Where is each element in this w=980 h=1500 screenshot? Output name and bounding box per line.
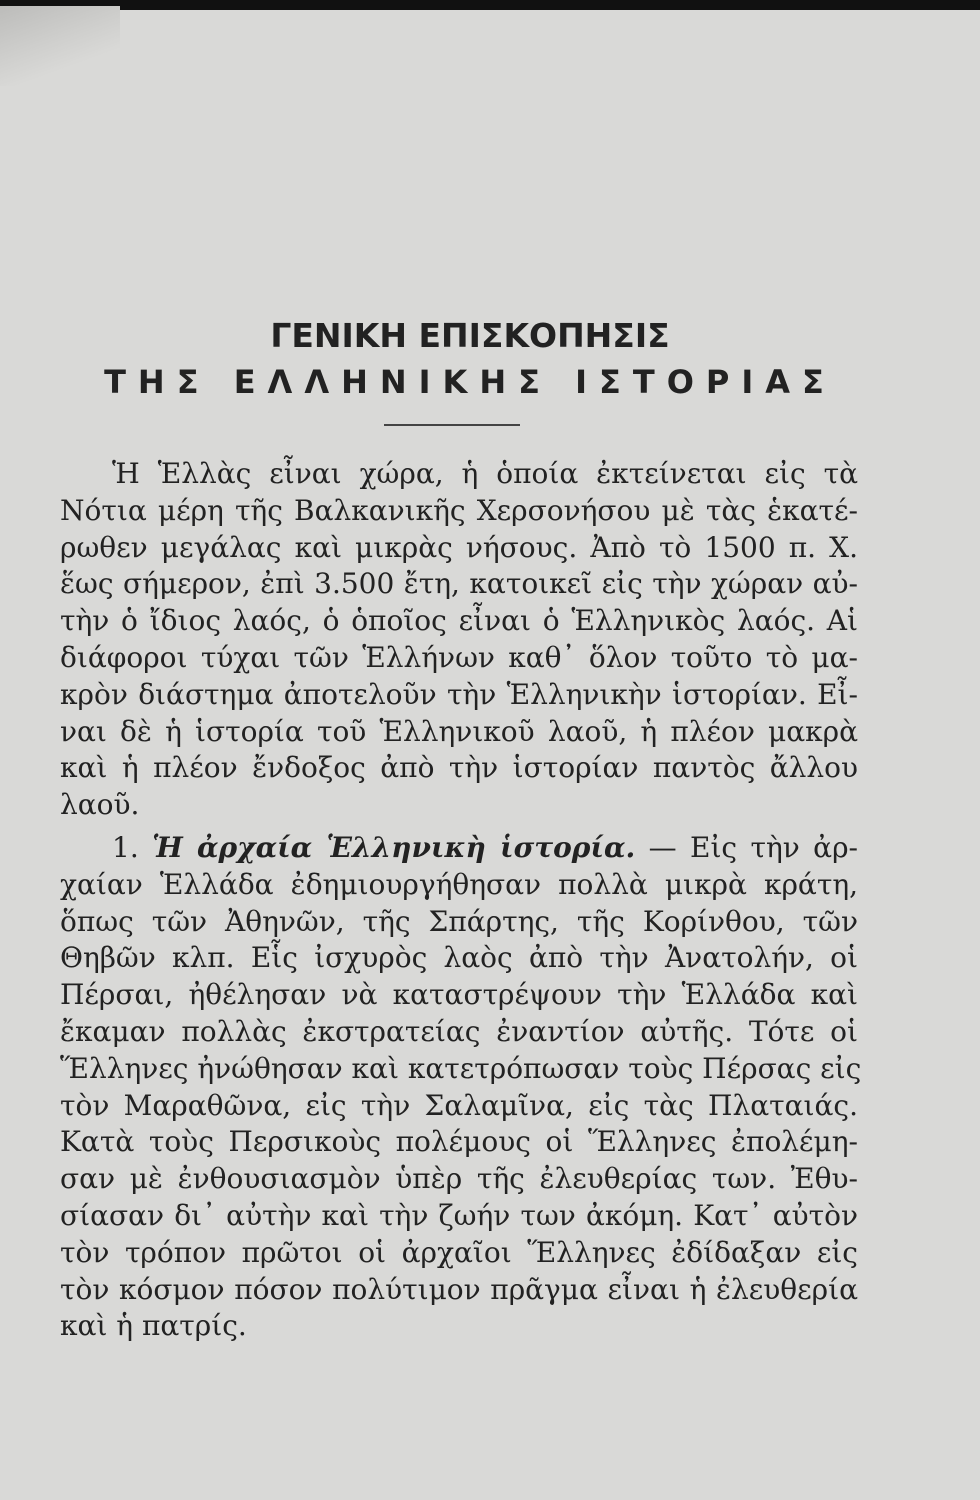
text-line: τὸν κόσμον πόσον πολύτιμον πρᾶγμα εἶναι ἡ ἐλευθερία bbox=[60, 1272, 858, 1306]
section-1-first-line bbox=[60, 830, 858, 867]
text-line: καὶ ἡ πλέον ἔνδοξος ἀπὸ τὴν ἱστορίαν παντὸς ἄλλου bbox=[60, 751, 858, 785]
scan-top-edge bbox=[0, 0, 980, 10]
text-line: διάφοροι τύχαι τῶν Ἑλλήνων καθ᾽ ὅλον τοῦτο τὸ μα- bbox=[60, 640, 858, 674]
text-line: τὴν ὁ ἴδιος λαός, ὁ ὁποῖος εἶναι ὁ Ἑλληνικὸς λαός. Αἱ bbox=[60, 604, 858, 638]
text-line: τὸν τρόπον πρῶτοι οἱ ἀρχαῖοι Ἕλληνες ἐδίδαξαν εἰς bbox=[60, 1235, 858, 1269]
text-line: Θηβῶν κλπ. Εἷς ἰσχυρὸς λαὸς ἀπὸ τὴν Ἀνατολήν, οἱ bbox=[60, 941, 858, 975]
section-heading: Ἡ ἀρχαία Ἑλληνικὴ ἱστορία. bbox=[152, 830, 636, 864]
chapter-title-line2: ΤΗΣ ΕΛΛΗΝΙΚΗΣ ΙΣΤΟΡΙΑΣ bbox=[104, 363, 836, 401]
section-1-paragraph bbox=[60, 830, 862, 1345]
text-line: Νότια μέρη τῆς Βαλκανικῆς Χερσονήσου μὲ τὰς ἑκατέ- bbox=[60, 493, 858, 527]
text-line: λαοῦ. bbox=[60, 788, 140, 822]
text-line: Πέρσαι, ἠθέλησαν νὰ καταστρέψουν τὴν Ἑλλάδα καὶ bbox=[60, 978, 858, 1012]
text-line: ἕως σήμερον, ἐπὶ 3.500 ἔτη, κατοικεῖ εἰς τὴν χώραν αὐ- bbox=[60, 567, 858, 601]
text-line: σαν μὲ ἐνθουσιασμὸν ὑπὲρ τῆς ἐλευθερίας των. Ἐθυ- bbox=[60, 1162, 858, 1196]
text-line: καὶ ἡ πατρίς. bbox=[60, 1309, 247, 1343]
text-line: Ἡ Ἑλλὰς εἶναι χώρα, ἡ ὁποία ἐκτείνεται εἰς τὰ bbox=[112, 457, 858, 490]
page-corner-fold bbox=[0, 6, 120, 86]
text-line: κρὸν διάστημα ἀποτελοῦν τὴν Ἑλληνικὴν ἱστορίαν. Εἶ- bbox=[60, 677, 858, 711]
text-line: ἔκαμαν πολλὰς ἐκστρατείας ἐναντίον αὐτῆς. Τότε οἱ bbox=[60, 1014, 858, 1048]
section-number: 1. bbox=[112, 830, 139, 864]
section-heading-continuation: — Εἰς τὴν ἀρ- bbox=[648, 830, 858, 864]
chapter-title-line1: ΓΕΝΙΚΗ ΕΠΙΣΚΟΠΗΣΙΣ bbox=[270, 316, 670, 355]
text-line: ὅπως τῶν Ἀθηνῶν, τῆς Σπάρτης, τῆς Κορίνθου, τῶν bbox=[60, 904, 858, 938]
text-line: ρωθεν μεγάλας καὶ μικρὰς νήσους. Ἀπὸ τὸ 1500 π. Χ. bbox=[60, 530, 858, 564]
title-divider bbox=[384, 424, 520, 426]
text-line: χαίαν Ἑλλάδα ἐδημιουργήθησαν πολλὰ μικρὰ κράτη, bbox=[60, 867, 858, 901]
text-line: Ἕλληνες ἠνώθησαν καὶ κατετρόπωσαν τοὺς Πέρσας εἰς bbox=[60, 1051, 862, 1085]
text-line: τὸν Μαραθῶνα, εἰς τὴν Σαλαμῖνα, εἰς τὰς Πλαταιάς. bbox=[60, 1088, 858, 1122]
text-line: ναι δὲ ἡ ἱστορία τοῦ Ἑλληνικοῦ λαοῦ, ἡ πλέον μακρὰ bbox=[60, 714, 858, 748]
book-page bbox=[60, 316, 862, 1345]
text-line: Κατὰ τοὺς Περσικοὺς πολέμους οἱ Ἕλληνες ἐπολέμη- bbox=[60, 1125, 858, 1159]
text-line: σίασαν δι᾽ αὐτὴν καὶ τὴν ζωήν των ἀκόμη. Κατ᾽ αὐτὸν bbox=[60, 1198, 858, 1232]
intro-paragraph bbox=[60, 456, 858, 824]
